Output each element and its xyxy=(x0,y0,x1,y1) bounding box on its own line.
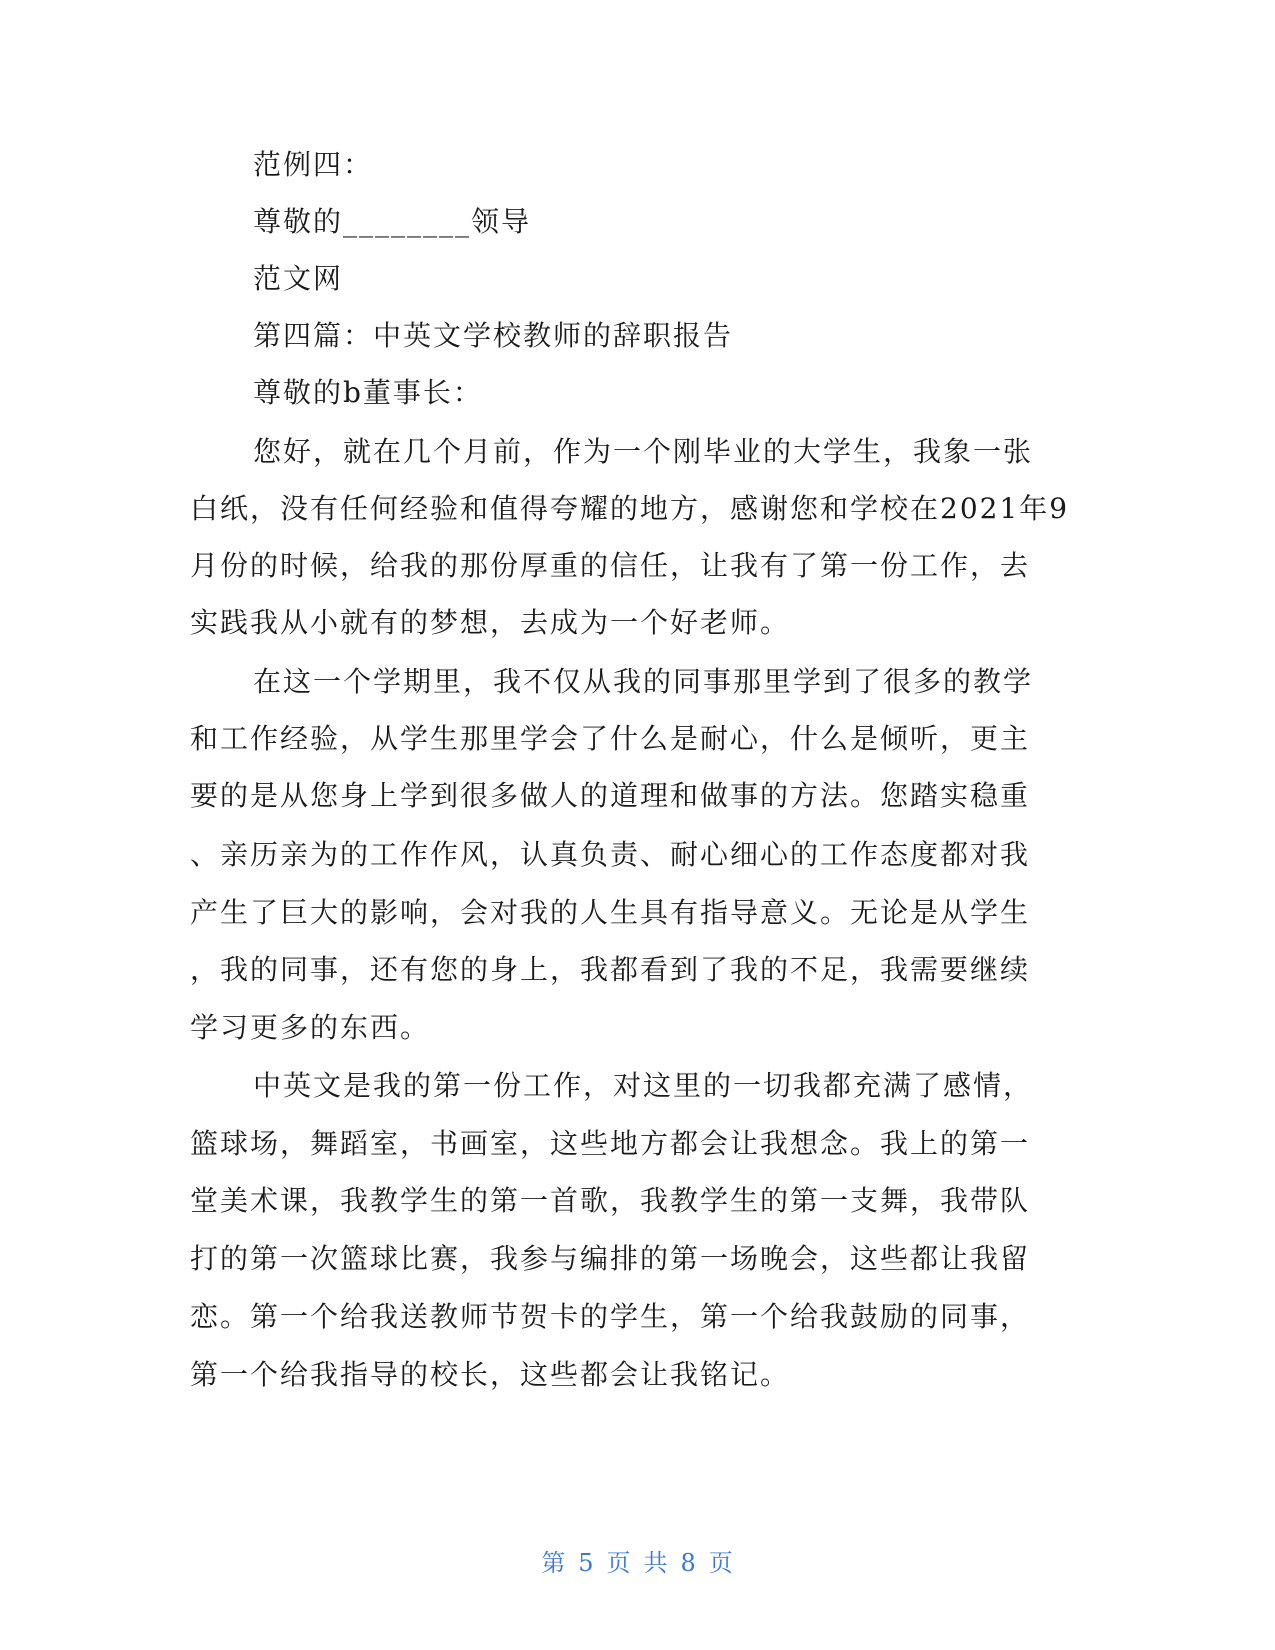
page-label-prefix: 第 xyxy=(541,1549,567,1577)
paragraph-line: 产生了巨大的影响，会对我的人生具有指导意义。无论是从学生 xyxy=(190,896,1031,929)
page-footer xyxy=(0,1548,1275,1578)
paragraph-line: 和工作经验，从学生那里学会了什么是耐心，什么是倾听，更主 xyxy=(190,722,1031,755)
page-label-mid: 页 xyxy=(606,1549,632,1577)
section-title: 第四篇：中英文学校教师的辞职报告 xyxy=(253,319,734,352)
paragraph-line: 月份的时候，给我的那份厚重的信任，让我有了第一份工作，去 xyxy=(190,549,1031,582)
paragraph-line: 实践我从小就有的梦想，去成为一个好老师。 xyxy=(190,606,791,639)
paragraph-line: 白纸，没有任何经验和值得夸耀的地方，感谢您和学校在2021年9 xyxy=(190,492,1070,525)
site-name: 范文网 xyxy=(253,262,344,295)
paragraph-line: 堂美术课，我教学生的第一首歌，我教学生的第一支舞，我带队 xyxy=(190,1184,1031,1217)
paragraph-line: 恋。第一个给我送教师节贺卡的学生，第一个给我鼓励的同事， xyxy=(190,1300,1031,1333)
paragraph-line: 、亲历亲为的工作作风，认真负责、耐心细心的工作态度都对我 xyxy=(190,838,1031,871)
paragraph-line: 要的是从您身上学到很多做人的道理和做事的方法。您踏实稳重 xyxy=(190,779,1031,812)
paragraph-line: 第一个给我指导的校长，这些都会让我铭记。 xyxy=(190,1358,791,1391)
example-heading: 范例四： xyxy=(253,148,374,181)
paragraph-line: 打的第一次篮球比赛，我参与编排的第一场晚会，这些都让我留 xyxy=(190,1242,1031,1275)
page-label-suffix: 页 xyxy=(708,1549,734,1577)
paragraph-line: 篮球场，舞蹈室，书画室，这些地方都会让我想念。我上的第一 xyxy=(190,1127,1031,1160)
paragraph-line: 您好，就在几个月前，作为一个刚毕业的大学生，我象一张 xyxy=(253,435,1034,468)
salutation-chairman: 尊敬的b董事长： xyxy=(253,376,483,409)
paragraph-line: ，我的同事，还有您的身上，我都看到了我的不足，我需要继续 xyxy=(190,953,1031,986)
page-total-prefix: 共 xyxy=(643,1549,669,1577)
paragraph-line: 在这一个学期里，我不仅从我的同事那里学到了很多的教学 xyxy=(253,665,1034,698)
salutation-leader: 尊敬的________领导 xyxy=(253,205,532,238)
page-current: 5 xyxy=(578,1549,595,1577)
paragraph-line: 学习更多的东西。 xyxy=(190,1011,431,1044)
page-total: 8 xyxy=(680,1549,697,1577)
paragraph-line: 中英文是我的第一份工作，对这里的一切我都充满了感情， xyxy=(253,1069,1034,1102)
